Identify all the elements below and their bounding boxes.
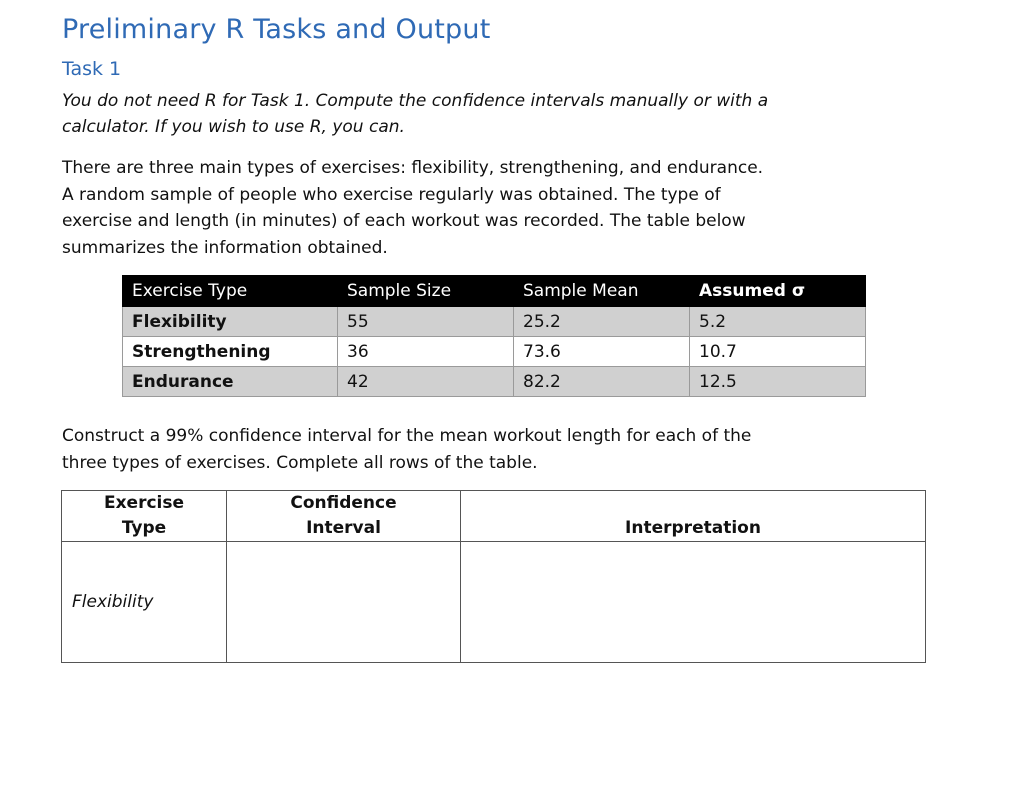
summary-cell-exercise-type: Endurance: [123, 367, 338, 397]
summary-header-row: [123, 276, 866, 307]
answer-table: [61, 490, 926, 663]
summary-row-flexibility: [123, 307, 866, 337]
instruction-line: three types of exercises. Complete all rows of the table.: [62, 453, 538, 473]
answer-header-line: Type: [121, 518, 167, 538]
summary-header-exercise-type: Exercise Type: [123, 276, 338, 307]
summary-cell-sample-mean: 73.6: [514, 337, 690, 367]
intro-line: exercise and length (in minutes) of each workout was recorded. The table below: [62, 211, 746, 231]
intro-paragraph: [62, 155, 962, 261]
summary-cell-sample-size: 42: [338, 367, 514, 397]
task-note: [62, 88, 942, 140]
answer-header-interpretation: [461, 491, 926, 542]
summary-cell-assumed-sigma: 12.5: [690, 367, 866, 397]
summary-cell-sample-size: 55: [338, 307, 514, 337]
summary-header-sample-mean: Sample Mean: [514, 276, 690, 307]
answer-cell-interpretation[interactable]: [461, 542, 926, 663]
instruction-paragraph: [62, 423, 962, 477]
answer-header-row: [62, 491, 926, 542]
summary-header-sample-size: Sample Size: [338, 276, 514, 307]
summary-row-endurance: [123, 367, 866, 397]
answer-header-confidence-interval: [227, 491, 461, 542]
summary-cell-sample-mean: 25.2: [514, 307, 690, 337]
summary-row-strengthening: [123, 337, 866, 367]
summary-cell-assumed-sigma: 5.2: [690, 307, 866, 337]
task-note-line: You do not need R for Task 1. Compute the confidence intervals manually or with a: [62, 91, 769, 111]
task-note-line: calculator. If you wish to use R, you can.: [62, 117, 405, 137]
intro-line: summarizes the information obtained.: [62, 237, 388, 258]
summary-cell-sample-mean: 82.2: [514, 367, 690, 397]
summary-table: [122, 275, 866, 397]
answer-cell-confidence-interval[interactable]: [227, 542, 461, 663]
answer-header-line: Exercise: [103, 493, 185, 513]
summary-cell-exercise-type: Strengthening: [123, 337, 338, 367]
answer-header-line: Confidence: [290, 493, 397, 513]
answer-cell-exercise-type: Flexibility: [62, 542, 227, 663]
summary-cell-exercise-type: Flexibility: [123, 307, 338, 337]
answer-header-line: Interval: [306, 518, 381, 538]
intro-line: There are three main types of exercises: flexibility, strengthening, and endurance.: [62, 158, 764, 178]
page-title: Preliminary R Tasks and Output: [62, 14, 491, 45]
answer-row-flexibility: [62, 542, 926, 663]
summary-cell-assumed-sigma: 10.7: [690, 337, 866, 367]
answer-header-line: Interpretation: [625, 518, 761, 538]
summary-header-assumed-sigma: Assumed σ: [690, 276, 866, 307]
intro-line: A random sample of people who exercise regularly was obtained. The type of: [62, 184, 721, 205]
section-heading-task-1: Task 1: [62, 58, 122, 80]
instruction-line: Construct a 99% confidence interval for the mean workout length for each of the: [62, 426, 752, 446]
answer-header-exercise-type: [62, 491, 227, 542]
summary-cell-sample-size: 36: [338, 337, 514, 367]
